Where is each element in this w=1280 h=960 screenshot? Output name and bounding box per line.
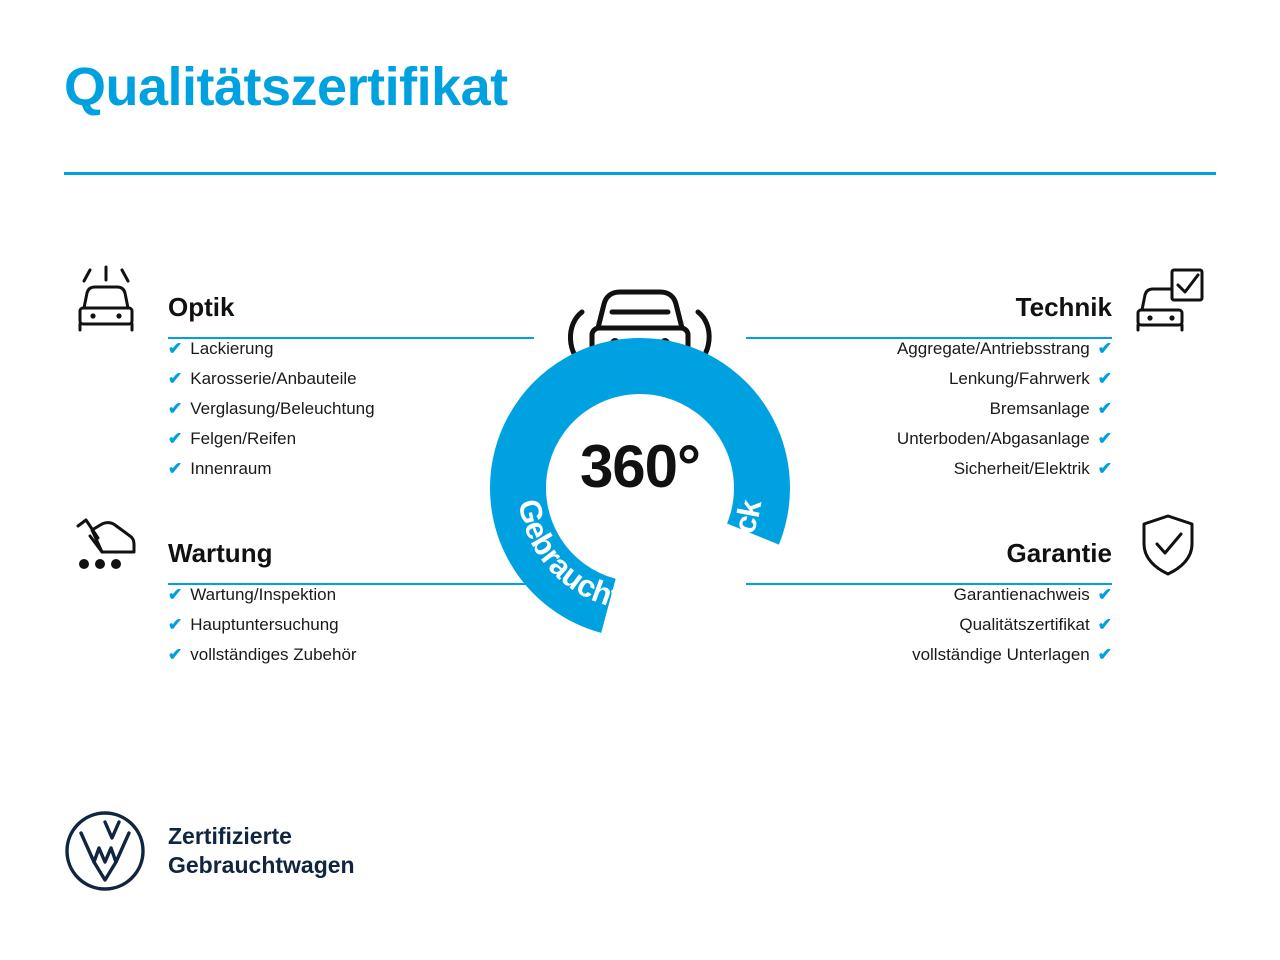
section-title: Technik (1015, 292, 1112, 322)
section-header (746, 262, 1216, 334)
section-title: Garantie (1006, 538, 1112, 568)
gebrauchtwagen-check-badge (470, 250, 810, 650)
list-item-label: Aggregate/Antriebsstrang (896, 339, 1090, 358)
section-list (64, 580, 534, 670)
section-optik (64, 262, 534, 484)
section-list (746, 334, 1216, 484)
check-icon: ✔ (1097, 339, 1112, 358)
list-item-label: Karosserie/Anbauteile (190, 369, 357, 388)
car-checklist-icon (1120, 262, 1216, 338)
list-item-label: Bremsanlage (989, 399, 1090, 418)
section-header (64, 262, 534, 334)
check-icon: ✔ (1097, 615, 1112, 634)
section-title: Optik (168, 292, 235, 322)
check-icon: ✔ (168, 615, 183, 634)
section-garantie (746, 508, 1216, 670)
footer (64, 810, 355, 892)
footer-line-2: Gebrauchtwagen (168, 852, 355, 878)
section-title: Wartung (168, 538, 273, 568)
ring-label: Gebrauchtwagen-Check (511, 496, 769, 618)
check-icon: ✔ (1097, 585, 1112, 604)
list-item-label: Lenkung/Fahrwerk (948, 369, 1090, 388)
check-icon: ✔ (168, 459, 183, 478)
list-item-label: Felgen/Reifen (190, 429, 297, 448)
check-icon: ✔ (1097, 459, 1112, 478)
list-item-label: Wartung/Inspektion (190, 585, 337, 604)
section-list (64, 334, 534, 484)
section-technik (746, 262, 1216, 484)
shield-check-icon (1120, 508, 1216, 584)
section-header (746, 508, 1216, 580)
title-divider (64, 172, 1216, 175)
list-item-label: Qualitätszertifikat (959, 615, 1090, 634)
list-item-label: Garantienachweis (953, 585, 1090, 604)
check-icon: ✔ (168, 645, 183, 664)
page-title: Qualitätszertifikat (64, 57, 508, 117)
car-lift-icon (64, 508, 160, 584)
list-item-label: vollständiges Zubehör (190, 645, 357, 664)
list-item-label: Sicherheit/Elektrik (953, 459, 1090, 478)
check-icon: ✔ (1097, 645, 1112, 664)
section-header (64, 508, 534, 580)
list-item-label: vollständige Unterlagen (912, 645, 1090, 664)
section-list (746, 580, 1216, 670)
list-item-label: Verglasung/Beleuchtung (190, 399, 375, 418)
badge-value: 360° (579, 433, 701, 500)
check-icon: ✔ (168, 339, 183, 358)
vw-logo (64, 810, 146, 892)
footer-text (168, 822, 355, 880)
check-icon: ✔ (1097, 369, 1112, 388)
list-item-label: Hauptuntersuchung (190, 615, 339, 634)
list-item-label: Lackierung (190, 339, 274, 358)
check-icon: ✔ (168, 429, 183, 448)
footer-line-1: Zertifizierte (168, 823, 292, 849)
check-icon: ✔ (168, 585, 183, 604)
list-item-label: Innenraum (190, 459, 272, 478)
check-icon: ✔ (168, 399, 183, 418)
car-wash-icon (64, 262, 160, 338)
list-item-label: Unterboden/Abgasanlage (896, 429, 1090, 448)
check-icon: ✔ (1097, 399, 1112, 418)
check-icon: ✔ (1097, 429, 1112, 448)
check-icon: ✔ (168, 369, 183, 388)
section-wartung (64, 508, 534, 670)
